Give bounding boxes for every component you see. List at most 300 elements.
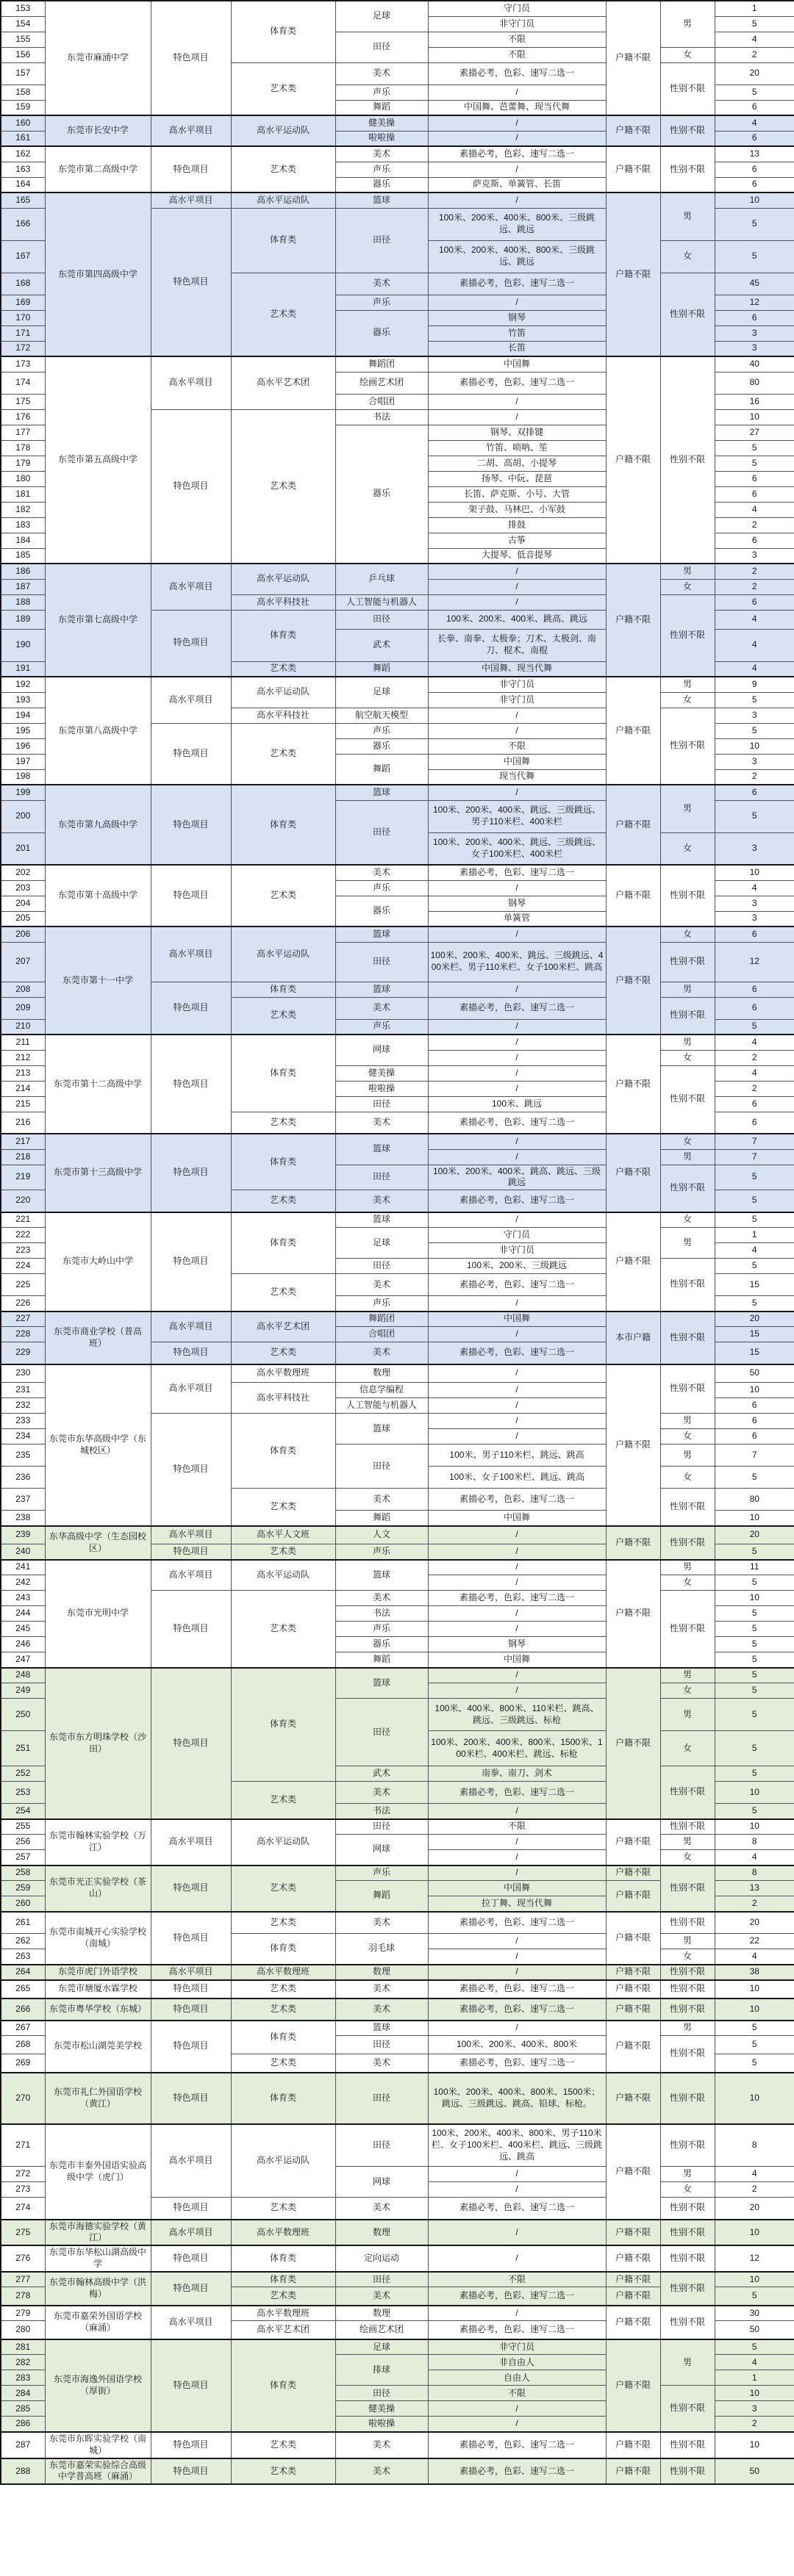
- quota-cell: 3: [715, 896, 794, 911]
- gender-cell: 性别不限: [660, 2272, 715, 2306]
- row-number-cell: 267: [1, 2021, 45, 2036]
- row-number-cell: 154: [1, 16, 45, 32]
- sport-item-cell: 美术: [335, 1342, 428, 1364]
- requirement-cell: 钢琴、双排键: [428, 425, 606, 440]
- program-category-cell: 艺术类: [231, 2287, 335, 2306]
- row-number-cell: 173: [1, 356, 45, 372]
- row-number-cell: 232: [1, 1398, 45, 1414]
- sport-item-cell: 网球: [335, 1835, 428, 1866]
- quota-cell: 4: [715, 115, 794, 131]
- row-number-cell: 252: [1, 1766, 45, 1782]
- program-category-cell: 体育类: [231, 208, 335, 273]
- quota-cell: 10: [715, 865, 794, 880]
- row-number-cell: 160: [1, 115, 45, 131]
- quota-cell: 10: [715, 2432, 794, 2458]
- table-row: [1, 1364, 794, 1383]
- program-type-cell: 高水平项目: [151, 1526, 231, 1544]
- row-number-cell: 251: [1, 1731, 45, 1766]
- program-category-cell: 高水平人文班: [231, 1526, 335, 1544]
- quota-cell: 4: [715, 1065, 794, 1081]
- residence-cell: 户籍不限: [606, 1, 660, 115]
- program-category-cell: 艺术类: [231, 1489, 335, 1526]
- row-number-cell: 206: [1, 927, 45, 942]
- gender-cell: 女: [660, 1050, 715, 1065]
- program-category-cell: 艺术类: [231, 1190, 335, 1212]
- row-number-cell: 283: [1, 2370, 45, 2386]
- requirement-cell: /: [428, 594, 606, 610]
- sport-item-cell: 网球: [335, 2167, 428, 2198]
- requirement-cell: 自由人: [428, 2370, 606, 2386]
- quota-cell: 3: [715, 548, 794, 564]
- row-number-cell: 192: [1, 677, 45, 692]
- program-category-cell: 体育类: [231, 1212, 335, 1274]
- gender-cell: 性别不限: [660, 1591, 715, 1668]
- row-number-cell: 204: [1, 896, 45, 911]
- program-type-cell: 特色项目: [151, 2073, 231, 2124]
- gender-cell: 性别不限: [660, 1965, 715, 1980]
- quota-cell: 4: [715, 629, 794, 661]
- requirement-cell: /: [428, 295, 606, 310]
- row-number-cell: 257: [1, 1850, 45, 1866]
- gender-cell: 女: [660, 240, 715, 273]
- sport-item-cell: 篮球: [335, 193, 428, 208]
- requirement-cell: 素描必考，色彩、速写二选一: [428, 997, 606, 1019]
- requirement-cell: 素描必考，色彩、速写二选一: [428, 62, 606, 84]
- table-row: [1, 927, 794, 942]
- program-category-cell: 艺术类: [231, 1591, 335, 1668]
- gender-cell: 性别不限: [660, 1312, 715, 1364]
- gender-cell: 性别不限: [660, 1364, 715, 1414]
- quota-cell: 1: [715, 1228, 794, 1243]
- school-name-cell: 东莞市第四高级中学: [45, 193, 151, 356]
- school-name-cell: 东莞市海德实验学校（黄江）: [45, 2220, 151, 2246]
- sport-item-cell: 美术: [335, 2198, 428, 2220]
- program-type-cell: 特色项目: [151, 208, 231, 356]
- program-category-cell: 体育类: [231, 2021, 335, 2054]
- row-number-cell: 248: [1, 1668, 45, 1683]
- program-category-cell: 高水平运动队: [231, 677, 335, 708]
- table-row: [1, 2432, 794, 2458]
- gender-cell: 性别不限: [660, 2306, 715, 2339]
- requirement-cell: /: [428, 2182, 606, 2198]
- program-type-cell: 特色项目: [151, 1, 231, 115]
- quota-cell: 12: [715, 295, 794, 310]
- sport-item-cell: 田径: [335, 2073, 428, 2124]
- row-number-cell: 171: [1, 325, 45, 341]
- sport-item-cell: 啦啦操: [335, 2417, 428, 2432]
- sport-item-cell: 美术: [335, 1782, 428, 1804]
- program-type-cell: 特色项目: [151, 610, 231, 677]
- quota-cell: 80: [715, 372, 794, 394]
- school-name-cell: 东莞市嘉荣外国语学校（麻涌）: [45, 2306, 151, 2339]
- sport-item-cell: 美术: [335, 1112, 428, 1134]
- residence-cell: 户籍不限: [606, 1560, 660, 1668]
- row-number-cell: 179: [1, 456, 45, 471]
- requirement-cell: 钢琴: [428, 310, 606, 325]
- table-row: [1, 2021, 794, 2036]
- residence-cell: 户籍不限: [606, 677, 660, 785]
- quota-cell: 6: [715, 1112, 794, 1134]
- program-type-cell: 特色项目: [151, 1035, 231, 1134]
- sport-item-cell: 舞蹈: [335, 100, 428, 115]
- requirement-cell: 素描必考，色彩、速写二选一: [428, 865, 606, 880]
- requirement-cell: /: [428, 1606, 606, 1622]
- quota-cell: 11: [715, 1560, 794, 1575]
- row-number-cell: 172: [1, 341, 45, 356]
- row-number-cell: 228: [1, 1327, 45, 1342]
- row-number-cell: 157: [1, 62, 45, 84]
- gender-cell: 男: [660, 1414, 715, 1429]
- gender-cell: 性别不限: [660, 1065, 715, 1134]
- quota-cell: 2: [715, 564, 794, 579]
- requirement-cell: 素描必考，色彩、速写二选一: [428, 2198, 606, 2220]
- row-number-cell: 163: [1, 162, 45, 177]
- requirement-cell: 中国舞: [428, 1652, 606, 1668]
- quota-cell: 6: [715, 785, 794, 800]
- table-row: [1, 1866, 794, 1881]
- quota-cell: 5: [715, 2054, 794, 2073]
- requirement-cell: /: [428, 1383, 606, 1398]
- quota-cell: 5: [715, 208, 794, 240]
- quota-cell: 3: [715, 911, 794, 927]
- program-type-cell: 特色项目: [151, 1591, 231, 1668]
- gender-cell: 男: [660, 1149, 715, 1165]
- quota-cell: 3: [715, 2401, 794, 2417]
- quota-cell: 6: [715, 533, 794, 548]
- quota-cell: 50: [715, 2321, 794, 2339]
- requirement-cell: /: [428, 1526, 606, 1544]
- residence-cell: 户籍不限: [606, 1364, 660, 1526]
- row-number-cell: 196: [1, 738, 45, 754]
- table-row: [1, 2272, 794, 2287]
- row-number-cell: 159: [1, 100, 45, 115]
- requirement-cell: 100米、200米、400米、800米、1500米；跳远、三级跳远、跳高、铅球、标枪。: [428, 2073, 606, 2124]
- gender-cell: 性别不限: [660, 708, 715, 785]
- gender-cell: 男: [660, 1934, 715, 1949]
- quota-cell: 6: [715, 1096, 794, 1112]
- sport-item-cell: 书法: [335, 1804, 428, 1819]
- requirement-cell: /: [428, 409, 606, 425]
- table-row: [1, 115, 794, 131]
- row-number-cell: 231: [1, 1383, 45, 1398]
- sport-item-cell: 田径: [335, 208, 428, 273]
- quota-cell: 38: [715, 1965, 794, 1980]
- row-number-cell: 187: [1, 579, 45, 594]
- program-category-cell: 高水平艺术团: [231, 1312, 335, 1342]
- residence-cell: 户籍不限: [606, 2245, 660, 2272]
- program-type-cell: 高水平项目: [151, 2220, 231, 2246]
- school-name-cell: 东莞市东方明珠学校（沙田）: [45, 1668, 151, 1819]
- sport-item-cell: 田径: [335, 1819, 428, 1835]
- table-row: [1, 1819, 794, 1835]
- requirement-cell: /: [428, 1668, 606, 1683]
- row-number-cell: 285: [1, 2401, 45, 2417]
- requirement-cell: 100米、男子110米栏、跳远、跳高: [428, 1444, 606, 1467]
- gender-cell: 女: [660, 1850, 715, 1866]
- sport-item-cell: 舞蹈: [335, 1881, 428, 1912]
- quota-cell: 10: [715, 1980, 794, 1998]
- row-number-cell: 155: [1, 32, 45, 47]
- program-category-cell: 高水平运动队: [231, 564, 335, 594]
- table-row: [1, 1668, 794, 1683]
- quota-cell: 20: [715, 1526, 794, 1544]
- school-name-cell: 东莞市南城开心实验学校（南城）: [45, 1912, 151, 1965]
- requirement-cell: 素描必考，色彩、速写二选一: [428, 1112, 606, 1134]
- sport-item-cell: 书法: [335, 1606, 428, 1622]
- row-number-cell: 178: [1, 440, 45, 456]
- requirement-cell: /: [428, 1560, 606, 1575]
- row-number-cell: 238: [1, 1511, 45, 1526]
- school-name-cell: 东莞市虎门外语学校: [45, 1965, 151, 1980]
- residence-cell: 户籍不限: [606, 1134, 660, 1212]
- requirement-cell: /: [428, 708, 606, 723]
- program-category-cell: 艺术类: [231, 409, 335, 564]
- table-row: [1, 564, 794, 579]
- program-category-cell: 艺术类: [231, 2458, 335, 2485]
- row-number-cell: 273: [1, 2182, 45, 2198]
- residence-cell: 户籍不限: [606, 785, 660, 865]
- row-number-cell: 236: [1, 1467, 45, 1489]
- residence-cell: 户籍不限: [606, 1866, 660, 1881]
- row-number-cell: 169: [1, 295, 45, 310]
- quota-cell: 20: [715, 62, 794, 84]
- row-number-cell: 167: [1, 240, 45, 273]
- gender-cell: 性别不限: [660, 1980, 715, 1998]
- row-number-cell: 247: [1, 1652, 45, 1668]
- quota-cell: 4: [715, 32, 794, 47]
- row-number-cell: 181: [1, 486, 45, 502]
- requirement-cell: /: [428, 1296, 606, 1312]
- requirement-cell: 中国舞、芭蕾舞、现当代舞: [428, 100, 606, 115]
- requirement-cell: /: [428, 131, 606, 146]
- gender-cell: 男: [660, 1835, 715, 1850]
- gender-cell: 性别不限: [660, 2432, 715, 2458]
- requirement-cell: 素描必考，色彩、速写二选一: [428, 146, 606, 162]
- gender-cell: 性别不限: [660, 1165, 715, 1212]
- program-category-cell: 艺术类: [231, 1274, 335, 1312]
- program-category-cell: 艺术类: [231, 1544, 335, 1560]
- school-name-cell: 东莞市第十二高级中学: [45, 1035, 151, 1134]
- quota-cell: 5: [715, 1212, 794, 1228]
- sport-item-cell: 美术: [335, 1998, 428, 2021]
- school-name-cell: 东莞市东华高级中学（东城校区）: [45, 1364, 151, 1526]
- row-number-cell: 256: [1, 1835, 45, 1850]
- row-number-cell: 225: [1, 1274, 45, 1296]
- gender-cell: 女: [660, 927, 715, 942]
- school-name-cell: 东莞市光明中学: [45, 1560, 151, 1668]
- requirement-cell: 排鼓: [428, 517, 606, 533]
- residence-cell: 户籍不限: [606, 927, 660, 1035]
- sport-item-cell: 武术: [335, 629, 428, 661]
- quota-cell: 6: [715, 997, 794, 1019]
- table-row: [1, 2220, 794, 2246]
- quota-cell: 6: [715, 1398, 794, 1414]
- residence-cell: 户籍不限: [606, 2432, 660, 2458]
- sport-item-cell: 排球: [335, 2355, 428, 2386]
- program-type-cell: 特色项目: [151, 1212, 231, 1312]
- gender-cell: 性别不限: [660, 2245, 715, 2272]
- quota-cell: 3: [715, 832, 794, 865]
- program-type-cell: 高水平项目: [151, 2306, 231, 2339]
- sport-item-cell: 美术: [335, 2458, 428, 2485]
- quota-cell: 9: [715, 677, 794, 692]
- table-row: [1, 356, 794, 372]
- quota-cell: 15: [715, 1327, 794, 1342]
- quota-cell: 5: [715, 2036, 794, 2054]
- sport-item-cell: 田径: [335, 32, 428, 62]
- quota-cell: 7: [715, 1134, 794, 1149]
- residence-cell: 户籍不限: [606, 564, 660, 677]
- sport-item-cell: 舞蹈团: [335, 1312, 428, 1327]
- requirement-cell: 素描必考，色彩、速写二选一: [428, 372, 606, 394]
- school-name-cell: 东莞市第九高级中学: [45, 785, 151, 865]
- program-type-cell: 特色项目: [151, 1998, 231, 2021]
- row-number-cell: 244: [1, 1606, 45, 1622]
- gender-cell: 男: [660, 982, 715, 997]
- residence-cell: 户籍不限: [606, 1668, 660, 1819]
- table-row: [1, 1560, 794, 1575]
- requirement-cell: 素描必考，色彩、速写二选一: [428, 1912, 606, 1934]
- residence-cell: 本市户籍: [606, 1312, 660, 1364]
- sport-item-cell: 篮球: [335, 1668, 428, 1699]
- school-name-cell: 东莞市光正实验学校（茶山）: [45, 1866, 151, 1912]
- quota-cell: 8: [715, 1866, 794, 1881]
- row-number-cell: 219: [1, 1165, 45, 1190]
- school-name-cell: 东莞市丰泰外国语实验高级中学（虎门）: [45, 2124, 151, 2220]
- requirement-cell: 素描必考，色彩、速写二选一: [428, 2287, 606, 2306]
- sport-item-cell: 信息学编程: [335, 1383, 428, 1398]
- sport-item-cell: 器乐: [335, 1637, 428, 1652]
- program-category-cell: 体育类: [231, 1035, 335, 1112]
- quota-cell: 2: [715, 769, 794, 785]
- requirement-cell: 素描必考，色彩、速写二选一: [428, 1190, 606, 1212]
- program-type-cell: 高水平项目: [151, 1312, 231, 1342]
- row-number-cell: 215: [1, 1096, 45, 1112]
- gender-cell: 性别不限: [660, 942, 715, 982]
- row-number-cell: 182: [1, 502, 45, 517]
- row-number-cell: 249: [1, 1683, 45, 1699]
- row-number-cell: 222: [1, 1228, 45, 1243]
- row-number-cell: 269: [1, 2054, 45, 2073]
- school-name-cell: 东莞市翰林高级中学（洪梅）: [45, 2272, 151, 2306]
- sport-item-cell: 器乐: [335, 738, 428, 754]
- sport-item-cell: 健美操: [335, 1065, 428, 1081]
- requirement-cell: /: [428, 1544, 606, 1560]
- requirement-cell: /: [428, 564, 606, 579]
- gender-cell: 女: [660, 1731, 715, 1766]
- requirement-cell: 中国舞: [428, 1881, 606, 1896]
- row-number-cell: 201: [1, 832, 45, 865]
- row-number-cell: 230: [1, 1364, 45, 1383]
- quota-cell: 10: [715, 193, 794, 208]
- residence-cell: 户籍不限: [606, 1980, 660, 1998]
- sport-item-cell: 声乐: [335, 162, 428, 177]
- row-number-cell: 241: [1, 1560, 45, 1575]
- sport-item-cell: 绘画艺术团: [335, 2321, 428, 2339]
- requirement-cell: 素描必考，色彩、速写二选一: [428, 1998, 606, 2021]
- quota-cell: 2: [715, 1081, 794, 1096]
- row-number-cell: 180: [1, 471, 45, 486]
- sport-item-cell: 声乐: [335, 1622, 428, 1637]
- quota-cell: 6: [715, 162, 794, 177]
- requirement-cell: 素描必考，色彩、速写二选一: [428, 1274, 606, 1296]
- requirement-cell: 非守门员: [428, 2339, 606, 2355]
- sport-item-cell: 声乐: [335, 1296, 428, 1312]
- quota-cell: 80: [715, 1489, 794, 1511]
- row-number-cell: 193: [1, 692, 45, 708]
- program-category-cell: 高水平数理班: [231, 1364, 335, 1383]
- row-number-cell: 214: [1, 1081, 45, 1096]
- table-row: [1, 2339, 794, 2355]
- requirement-cell: 竹笛、唢呐、笙: [428, 440, 606, 456]
- school-name-cell: 东华高级中学（生态园校区）: [45, 1526, 151, 1560]
- row-number-cell: 195: [1, 723, 45, 738]
- requirement-cell: 扬琴、中阮、琵琶: [428, 471, 606, 486]
- requirement-cell: 大提琴、低音提琴: [428, 548, 606, 564]
- requirement-cell: 长笛、萨克斯、小号、大管: [428, 486, 606, 502]
- sport-item-cell: 田径: [335, 1699, 428, 1766]
- quota-cell: 6: [715, 982, 794, 997]
- requirement-cell: /: [428, 1414, 606, 1429]
- row-number-cell: 242: [1, 1575, 45, 1591]
- requirement-cell: 100米、200米、400米、800米、男子110米栏、女子100米栏、400米栏、跳远、三级跳远、跳高: [428, 2124, 606, 2167]
- sport-item-cell: 足球: [335, 677, 428, 708]
- requirement-cell: 100米、200米、400米、跳远、三级跳远、男子110米栏、400米栏: [428, 800, 606, 832]
- requirement-cell: 萨克斯、单簧管、长笛: [428, 177, 606, 193]
- row-number-cell: 174: [1, 372, 45, 394]
- gender-cell: 男: [660, 1560, 715, 1575]
- quota-cell: 10: [715, 1511, 794, 1526]
- program-category-cell: 艺术类: [231, 1782, 335, 1819]
- row-number-cell: 183: [1, 517, 45, 533]
- row-number-cell: 218: [1, 1149, 45, 1165]
- quota-cell: 10: [715, 409, 794, 425]
- row-number-cell: 168: [1, 273, 45, 295]
- row-number-cell: 259: [1, 1881, 45, 1896]
- row-number-cell: 266: [1, 1998, 45, 2021]
- requirement-cell: /: [428, 1081, 606, 1096]
- gender-cell: 性别不限: [660, 62, 715, 115]
- requirement-cell: 南拳、南刀、剑术: [428, 1766, 606, 1782]
- row-number-cell: 254: [1, 1804, 45, 1819]
- requirement-cell: 100米、200米、400米、跳远、三级跳远、女子100米栏、400米栏: [428, 832, 606, 865]
- sport-item-cell: 合唱团: [335, 394, 428, 409]
- gender-cell: 女: [660, 1949, 715, 1965]
- school-name-cell: 东莞市长安中学: [45, 115, 151, 146]
- row-number-cell: 246: [1, 1637, 45, 1652]
- gender-cell: 性别不限: [660, 115, 715, 146]
- gender-cell: 男: [660, 1444, 715, 1467]
- requirement-cell: 不限: [428, 2272, 606, 2287]
- requirement-cell: /: [428, 1212, 606, 1228]
- quota-cell: 7: [715, 1444, 794, 1467]
- requirement-cell: /: [428, 2220, 606, 2246]
- gender-cell: 男: [660, 1, 715, 47]
- program-category-cell: 体育类: [231, 2073, 335, 2124]
- quota-cell: 5: [715, 440, 794, 456]
- sport-item-cell: 羽毛球: [335, 1934, 428, 1965]
- table-row: [1, 865, 794, 880]
- quota-cell: 4: [715, 502, 794, 517]
- row-number-cell: 198: [1, 769, 45, 785]
- sport-item-cell: 篮球: [335, 982, 428, 997]
- row-number-cell: 234: [1, 1429, 45, 1444]
- requirement-cell: 100米、200米、400米、800米、三级跳远、跳远: [428, 208, 606, 240]
- row-number-cell: 235: [1, 1444, 45, 1467]
- table-row: [1, 1912, 794, 1934]
- quota-cell: 2: [715, 579, 794, 594]
- gender-cell: 女: [660, 47, 715, 62]
